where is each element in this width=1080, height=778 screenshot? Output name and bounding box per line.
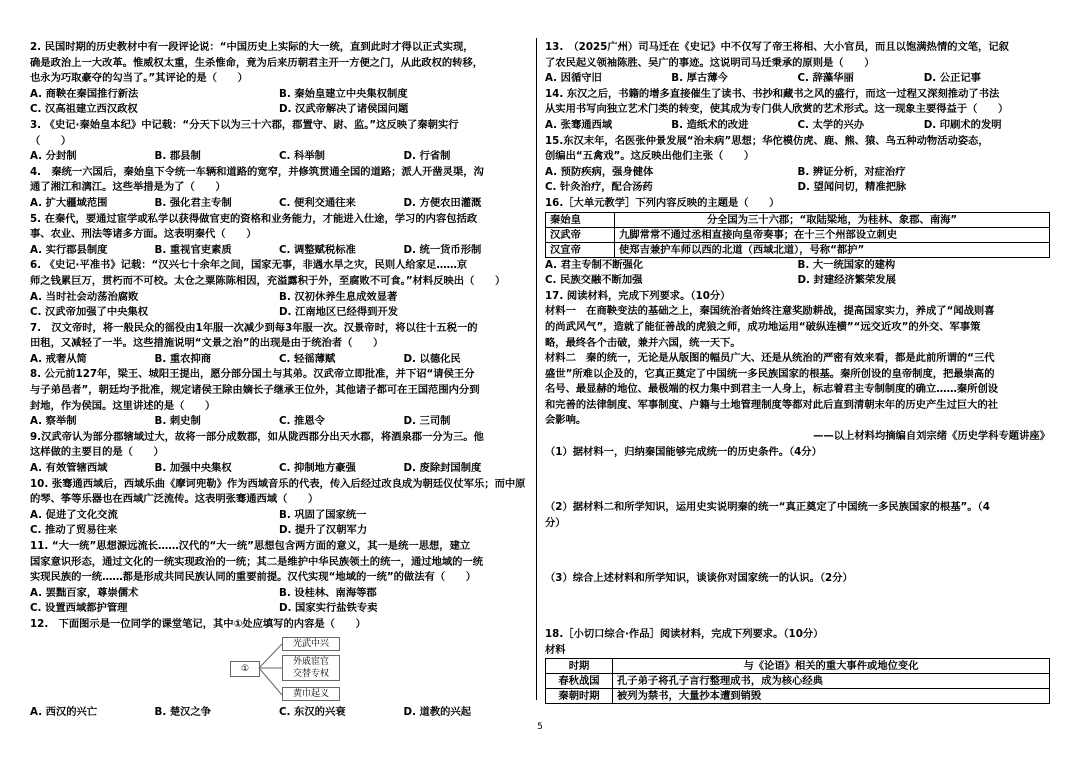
table-cell: 春秋战国 [546, 674, 613, 689]
q13-option-c[interactable]: C. 辞藻华丽 [797, 72, 854, 85]
q11-stem-line: 国家意识形态，通过文化的一统实现政治的一统；其二是维护中华民族领土的统一，通过地域的一统 [30, 555, 484, 568]
q14-option-c[interactable]: C. 太学的兴办 [797, 118, 865, 131]
q4-stem-line: 4. 秦统一六国后，秦始皇下令统一车辆和道路的宽窄，并修筑贯通全国的道路；派人开凿灵渠，沟 [30, 165, 484, 178]
q3-option-b[interactable]: B. 郡县制 [154, 150, 201, 163]
q4-option-a[interactable]: A. 扩大疆域范围 [30, 196, 108, 209]
q14-option-a[interactable]: A. 张骞通西域 [545, 118, 613, 131]
q9-stem-line: 9.汉武帝认为部分郡辖域过大，故将一部分成数郡，如从陇西郡分出天水郡，将酒泉郡一分为三。他 [30, 430, 484, 443]
table-row [546, 242, 1050, 257]
q12-option-b[interactable]: B. 楚汉之争 [154, 705, 212, 718]
q6-option-d[interactable]: D. 江南地区已经得到开发 [279, 306, 399, 319]
q17-material2-line: 和完善的法律制度、军事制度、户籍与土地管理制度等都对此后直到清朝末年的历史产生过巨大的社 [545, 398, 999, 411]
q12-blank-circle: ① [230, 661, 260, 677]
q11-option-b[interactable]: B. 设桂林、南海等郡 [279, 586, 377, 599]
q15-stem-line: 创编出“五禽戏”。这反映出他们主张（ ） [545, 150, 755, 163]
q4-option-c[interactable]: C. 便利交通往来 [279, 196, 356, 209]
q7-option-c[interactable]: C. 轻徭薄赋 [279, 352, 336, 365]
table-cell: 秦始皇 [546, 212, 615, 227]
q7-stem-line: 田租，又减轻了一半。这些措施说明“文景之治”的出现是由于统治者（ ） [30, 337, 384, 350]
q17-material2-line: 材料二 秦的统一，无论是从版图的幅员广大、还是从统治的严密有效来看，都是此前所谓的“三代 [545, 352, 995, 365]
q17-material2-line: 会影响。 [545, 414, 587, 427]
question-6 [30, 258, 528, 320]
q7-option-a[interactable]: A. 戒奢从简 [30, 352, 87, 365]
q7-option-d[interactable]: D. 以德化民 [403, 352, 461, 365]
right-column [545, 40, 1050, 704]
q13-stem-line: 了农民起义领袖陈胜、吴广的事迹。这说明司马迁秉承的原则是（ ） [545, 56, 875, 69]
q17-answer-space-2[interactable] [545, 531, 1050, 571]
question-10 [30, 477, 528, 539]
q17-material2-line: 名号、最显赫的地位、最极端的权力集中到君主一人身上，标志着君主专制制度的确立……秦所创设 [545, 383, 999, 396]
q13-option-b[interactable]: B. 厚古薄今 [671, 72, 728, 85]
q3-option-c[interactable]: C. 科举制 [279, 150, 325, 163]
q2-option-d[interactable]: D. 汉武帝解决了诸侯国问题 [279, 103, 409, 116]
q5-option-d[interactable]: D. 统一货币形制 [403, 243, 482, 256]
left-column [30, 40, 528, 720]
q10-option-b[interactable]: B. 巩固了国家统一 [279, 508, 367, 521]
q8-stem-line: 与子弟邑者”，朝廷均予批准，规定诸侯王除由嫡长子继承王位外，其他诸子都可在王国范围内分到 [30, 384, 480, 397]
table-row [546, 674, 1050, 689]
question-16 [545, 196, 1050, 289]
q17-material1-line: 材料一 在商鞅变法的基础之上，秦国统治者始终注意奖励耕战，提高国家实力，养成了“闻战则喜 [545, 305, 995, 318]
q17-answer-space-1[interactable] [545, 460, 1050, 500]
q17-sub1: （1）据材料一，归纳秦国能够完成统一的历史条件。（4分） [545, 445, 822, 458]
q12-box-2: 外戚宦官 交替专权 [282, 655, 340, 681]
question-11 [30, 539, 528, 617]
q3-option-d[interactable]: D. 行省制 [403, 150, 451, 163]
q15-option-c[interactable]: C. 针灸治疗，配合汤药 [545, 181, 653, 194]
q8-option-c[interactable]: C. 推恩令 [279, 415, 325, 428]
q13-stem-line: 13. （2025广州）司马迁在《史记》中不仅写了帝王将相、大小官员，而且以饱满热情的文笔，记叙 [545, 41, 1009, 53]
q6-option-c[interactable]: C. 汉武帝加强了中央集权 [30, 306, 149, 319]
q16-option-a[interactable]: A. 君主专制不断强化 [545, 258, 644, 271]
q18-table [545, 658, 1050, 704]
question-2 [30, 40, 528, 118]
q17-answer-space-3[interactable] [545, 587, 1050, 627]
q16-stem-line: 16.［大单元教学］下列内容反映的主题是（ ） [545, 196, 780, 209]
q6-stem-line: 师之钱累巨万，贯朽而不可校。太仓之粟陈陈相因，充溢露积于外，至腐败不可食。”材料反映出（ ） [30, 274, 506, 287]
q12-stem-line: 12. 下面图示是一位同学的课堂笔记，其中①处应填写的内容是（ ） [30, 617, 366, 630]
table-cell: 分全国为三十六郡；“取陆梁地，为桂林、象郡、南海” [615, 212, 1050, 227]
q14-option-d[interactable]: D. 印刷术的发明 [923, 118, 1002, 131]
q5-stem-line: 5. 在秦代，要通过宦学或私学以获得做官吏的资格和业务能力，才能进入仕途，学习的内容包括政 [30, 212, 478, 225]
q9-option-b[interactable]: B. 加强中央集权 [154, 462, 232, 475]
q9-stem-line: 这样做的主要目的是（ ） [30, 446, 164, 459]
q17-sub2-line: （2）据材料二和所学知识，运用史实说明秦的统一“真正奠定了中国统一多民族国家的根基”。（4 [545, 501, 990, 514]
table-cell: 孔子弟子将孔子言行整理成书，成为核心经典 [613, 674, 1050, 689]
q14-stem-line: 14. 东汉之后，书籍的增多直接催生了读书、书抄和藏书之风的盛行，而这一过程又深刻推动了书法 [545, 87, 1000, 100]
q18-stem-line: 18.［小切口综合·作品］阅读材料，完成下列要求。（10分） [545, 628, 824, 641]
q5-option-a[interactable]: A. 实行郡县制度 [30, 243, 108, 256]
q3-option-a[interactable]: A. 分封制 [30, 150, 77, 163]
q7-option-b[interactable]: B. 重农抑商 [154, 352, 212, 365]
q6-option-a[interactable]: A. 当时社会动荡治腐败 [30, 290, 139, 303]
q10-option-d[interactable]: D. 提升了汉朝军力 [279, 524, 368, 537]
q17-sub2-line: 分） [545, 516, 566, 529]
q17-material1-line: 的尚武风气”，造就了能征善战的虎狼之师，成功地运用“破纵连横”“远交近攻”的外交、军事策 [545, 320, 981, 333]
table-header: 时期 [546, 659, 613, 674]
table-row [546, 212, 1050, 227]
q4-option-d[interactable]: D. 方便农田灌溉 [403, 196, 482, 209]
q12-box-3: 黄巾起义 [282, 687, 340, 701]
q10-stem-line: 10. 张骞通西域后，西域乐曲《摩诃兜勒》作为西域音乐的代表，传入后经过改良成为朝廷仪仗军乐；而中原 [30, 477, 526, 490]
q11-option-c[interactable]: C. 设置西域都护管理 [30, 602, 128, 615]
q10-option-c[interactable]: C. 推动了贸易往来 [30, 524, 118, 537]
q2-option-c[interactable]: C. 汉高祖建立西汉政权 [30, 103, 138, 116]
q15-stem-line: 15.东汉末年，名医张仲景发展“治未病”思想；华佗模仿虎、鹿、熊、猿、鸟五种动物活动姿态， [545, 134, 989, 147]
q12-option-c[interactable]: C. 东汉的兴衰 [279, 705, 346, 718]
q10-stem-line: 的琴、筝等乐器也在西域广泛流传。这表明张骞通西域（ ） [30, 493, 319, 506]
q12-option-a[interactable]: A. 西汉的兴亡 [30, 705, 98, 718]
q2-stem-line: 确是政治上一大改革。惟威权太重，生杀惟命，竟为后来历朝君主开一方便之门，从此政权的转移， [30, 56, 484, 69]
q7-stem-line: 7. 汉文帝时，将一般民众的徭役由1年服一次减少到每3年服一次。汉景帝时，将以往十五税一的 [30, 321, 478, 334]
table-row [546, 227, 1050, 242]
q10-option-a[interactable]: A. 促进了文化交流 [30, 508, 118, 521]
q2-stem-line: 2. 民国时期的历史教材中有一段评论说：“中国历史上实际的大一统，直到此时才得以正式实现， [30, 41, 474, 53]
q11-option-a[interactable]: A. 罢黜百家，尊崇儒术 [30, 586, 139, 599]
q18-material-label: 材料 [545, 643, 566, 656]
q14-stem-line: 从实用书写向独立艺术门类的转变，使其成为专门供人欣赏的艺术形式。这一现象主要得益于（ ） [545, 103, 1009, 116]
page-number: 5 [537, 722, 543, 732]
q12-note-diagram [30, 635, 528, 703]
q2-option-a[interactable]: A. 商鞅在秦国推行新法 [30, 87, 139, 100]
question-12 [30, 617, 528, 720]
q17-material1-line: 略，最终各个击破，兼并六国，统一天下。 [545, 336, 741, 349]
table-cell: 汉宣帝 [546, 242, 615, 257]
q2-option-b[interactable]: B. 秦始皇建立中央集权制度 [279, 87, 408, 100]
question-5 [30, 212, 528, 259]
q16-option-c[interactable]: C. 民族交融不断加强 [545, 274, 643, 287]
q4-option-b[interactable]: B. 强化君主专制 [154, 196, 232, 209]
question-3 [30, 118, 528, 165]
q9-option-c[interactable]: C. 抑制地方豪强 [279, 462, 356, 475]
q16-option-d[interactable]: D. 封建经济繁荣发展 [797, 274, 896, 287]
table-cell: 使郑吉兼护车师以西的北道（西域北道），号称“都护” [615, 242, 1050, 257]
q9-option-d[interactable]: D. 废除封国制度 [403, 462, 482, 475]
q5-stem-line: 事、农业、刑法等诸多方面。这表明秦代（ ） [30, 228, 257, 241]
question-9 [30, 430, 528, 477]
question-8 [30, 367, 528, 429]
q11-option-d[interactable]: D. 国家实行盐铁专卖 [279, 602, 378, 615]
q17-source: ——以上材料均摘编自刘宗绪《历史学科专题讲座》 [813, 430, 1050, 443]
q5-option-c[interactable]: C. 调整赋税标准 [279, 243, 356, 256]
column-divider [536, 38, 537, 700]
q15-option-a[interactable]: A. 预防疾病，强身健体 [545, 165, 654, 178]
question-17 [545, 289, 1050, 627]
q17-stem-line: 17. 阅读材料，完成下列要求。（10分） [545, 289, 731, 302]
q11-stem-line: 实现民族的一统……都是形成共同民族认同的重要前提。汉代实现“地域的一统”的做法有（ ） [30, 571, 477, 584]
q4-stem-line: 通了湘江和漓江。这些举措是为了（ ） [30, 181, 226, 194]
q12-box-1: 光武中兴 [282, 637, 340, 651]
question-14 [545, 87, 1050, 134]
q13-option-a[interactable]: A. 因循守旧 [545, 72, 602, 85]
table-cell: 汉武帝 [546, 227, 615, 242]
q3-stem-line: 3. 《史记·秦始皇本纪》中记载：“分天下以为三十六郡，郡置守、尉、监。”这反映了秦朝实行 [30, 118, 459, 131]
table-cell: 秦朝时期 [546, 689, 613, 704]
q9-option-a[interactable]: A. 有效管辖西域 [30, 462, 108, 475]
q11-stem-line: 11. “大一统”思想源远流长……汉代的“大一统”思想包含两方面的意义，其一是统一思想，建立 [30, 540, 471, 552]
table-row [546, 689, 1050, 704]
question-4 [30, 165, 528, 212]
table-cell: 九脚常常不通过丞相直接向皇帝奏事；在十三个州部设立刺史 [615, 227, 1050, 242]
question-7 [30, 321, 528, 368]
q5-option-b[interactable]: B. 重视官吏素质 [154, 243, 232, 256]
q8-option-d[interactable]: D. 三司制 [403, 415, 451, 428]
question-15 [545, 134, 1050, 196]
q14-option-b[interactable]: B. 造纸术的改进 [671, 118, 749, 131]
q8-option-b[interactable]: B. 刺史制 [154, 415, 201, 428]
q15-option-d[interactable]: D. 望闻问切，精准把脉 [797, 181, 907, 194]
table-row [546, 659, 1050, 674]
q16-option-b[interactable]: B. 大一统国家的建构 [797, 258, 896, 271]
q17-sub3: （3）综合上述材料和所学知识，谈谈你对国家统一的认识。（2分） [545, 572, 853, 585]
question-13 [545, 40, 1050, 87]
q8-option-a[interactable]: A. 察举制 [30, 415, 77, 428]
table-cell: 被列为禁书，大量抄本遭到销毁 [613, 689, 1050, 704]
q8-stem-line: 8. 公元前127年，梁王、城阳王提出，愿分部分国土与其弟。汉武帝立即批准，并下诏“请侯王分 [30, 368, 475, 381]
table-header: 与《论语》相关的重大事件或地位变化 [613, 659, 1050, 674]
q16-table [545, 212, 1050, 258]
q6-stem-line: 6. 《史记·平准书》记载：“汉兴七十余年之间，国家无事，非遇水旱之灾，民则人给家足……京 [30, 259, 468, 272]
q13-option-d[interactable]: D. 公正记事 [923, 72, 981, 85]
q17-material2-line: 盛世”所难以企及的，它真正奠定了中国统一多民族国家的根基。秦所创设的皇帝制度，把最崇高的 [545, 367, 995, 380]
question-18 [545, 627, 1050, 704]
q3-stem-line: （ ） [30, 134, 72, 147]
q12-option-d[interactable]: D. 道教的兴起 [403, 705, 472, 718]
q2-stem-line: 也永为巧取豪夺的勾当了。”其评论的是（ ） [30, 72, 248, 85]
q8-stem-line: 封地，作为侯国。这里讲述的是（ ） [30, 399, 216, 412]
q6-option-b[interactable]: B. 汉初休养生息成效显著 [279, 290, 398, 303]
q15-option-b[interactable]: B. 辨证分析，对症治疗 [797, 165, 906, 178]
